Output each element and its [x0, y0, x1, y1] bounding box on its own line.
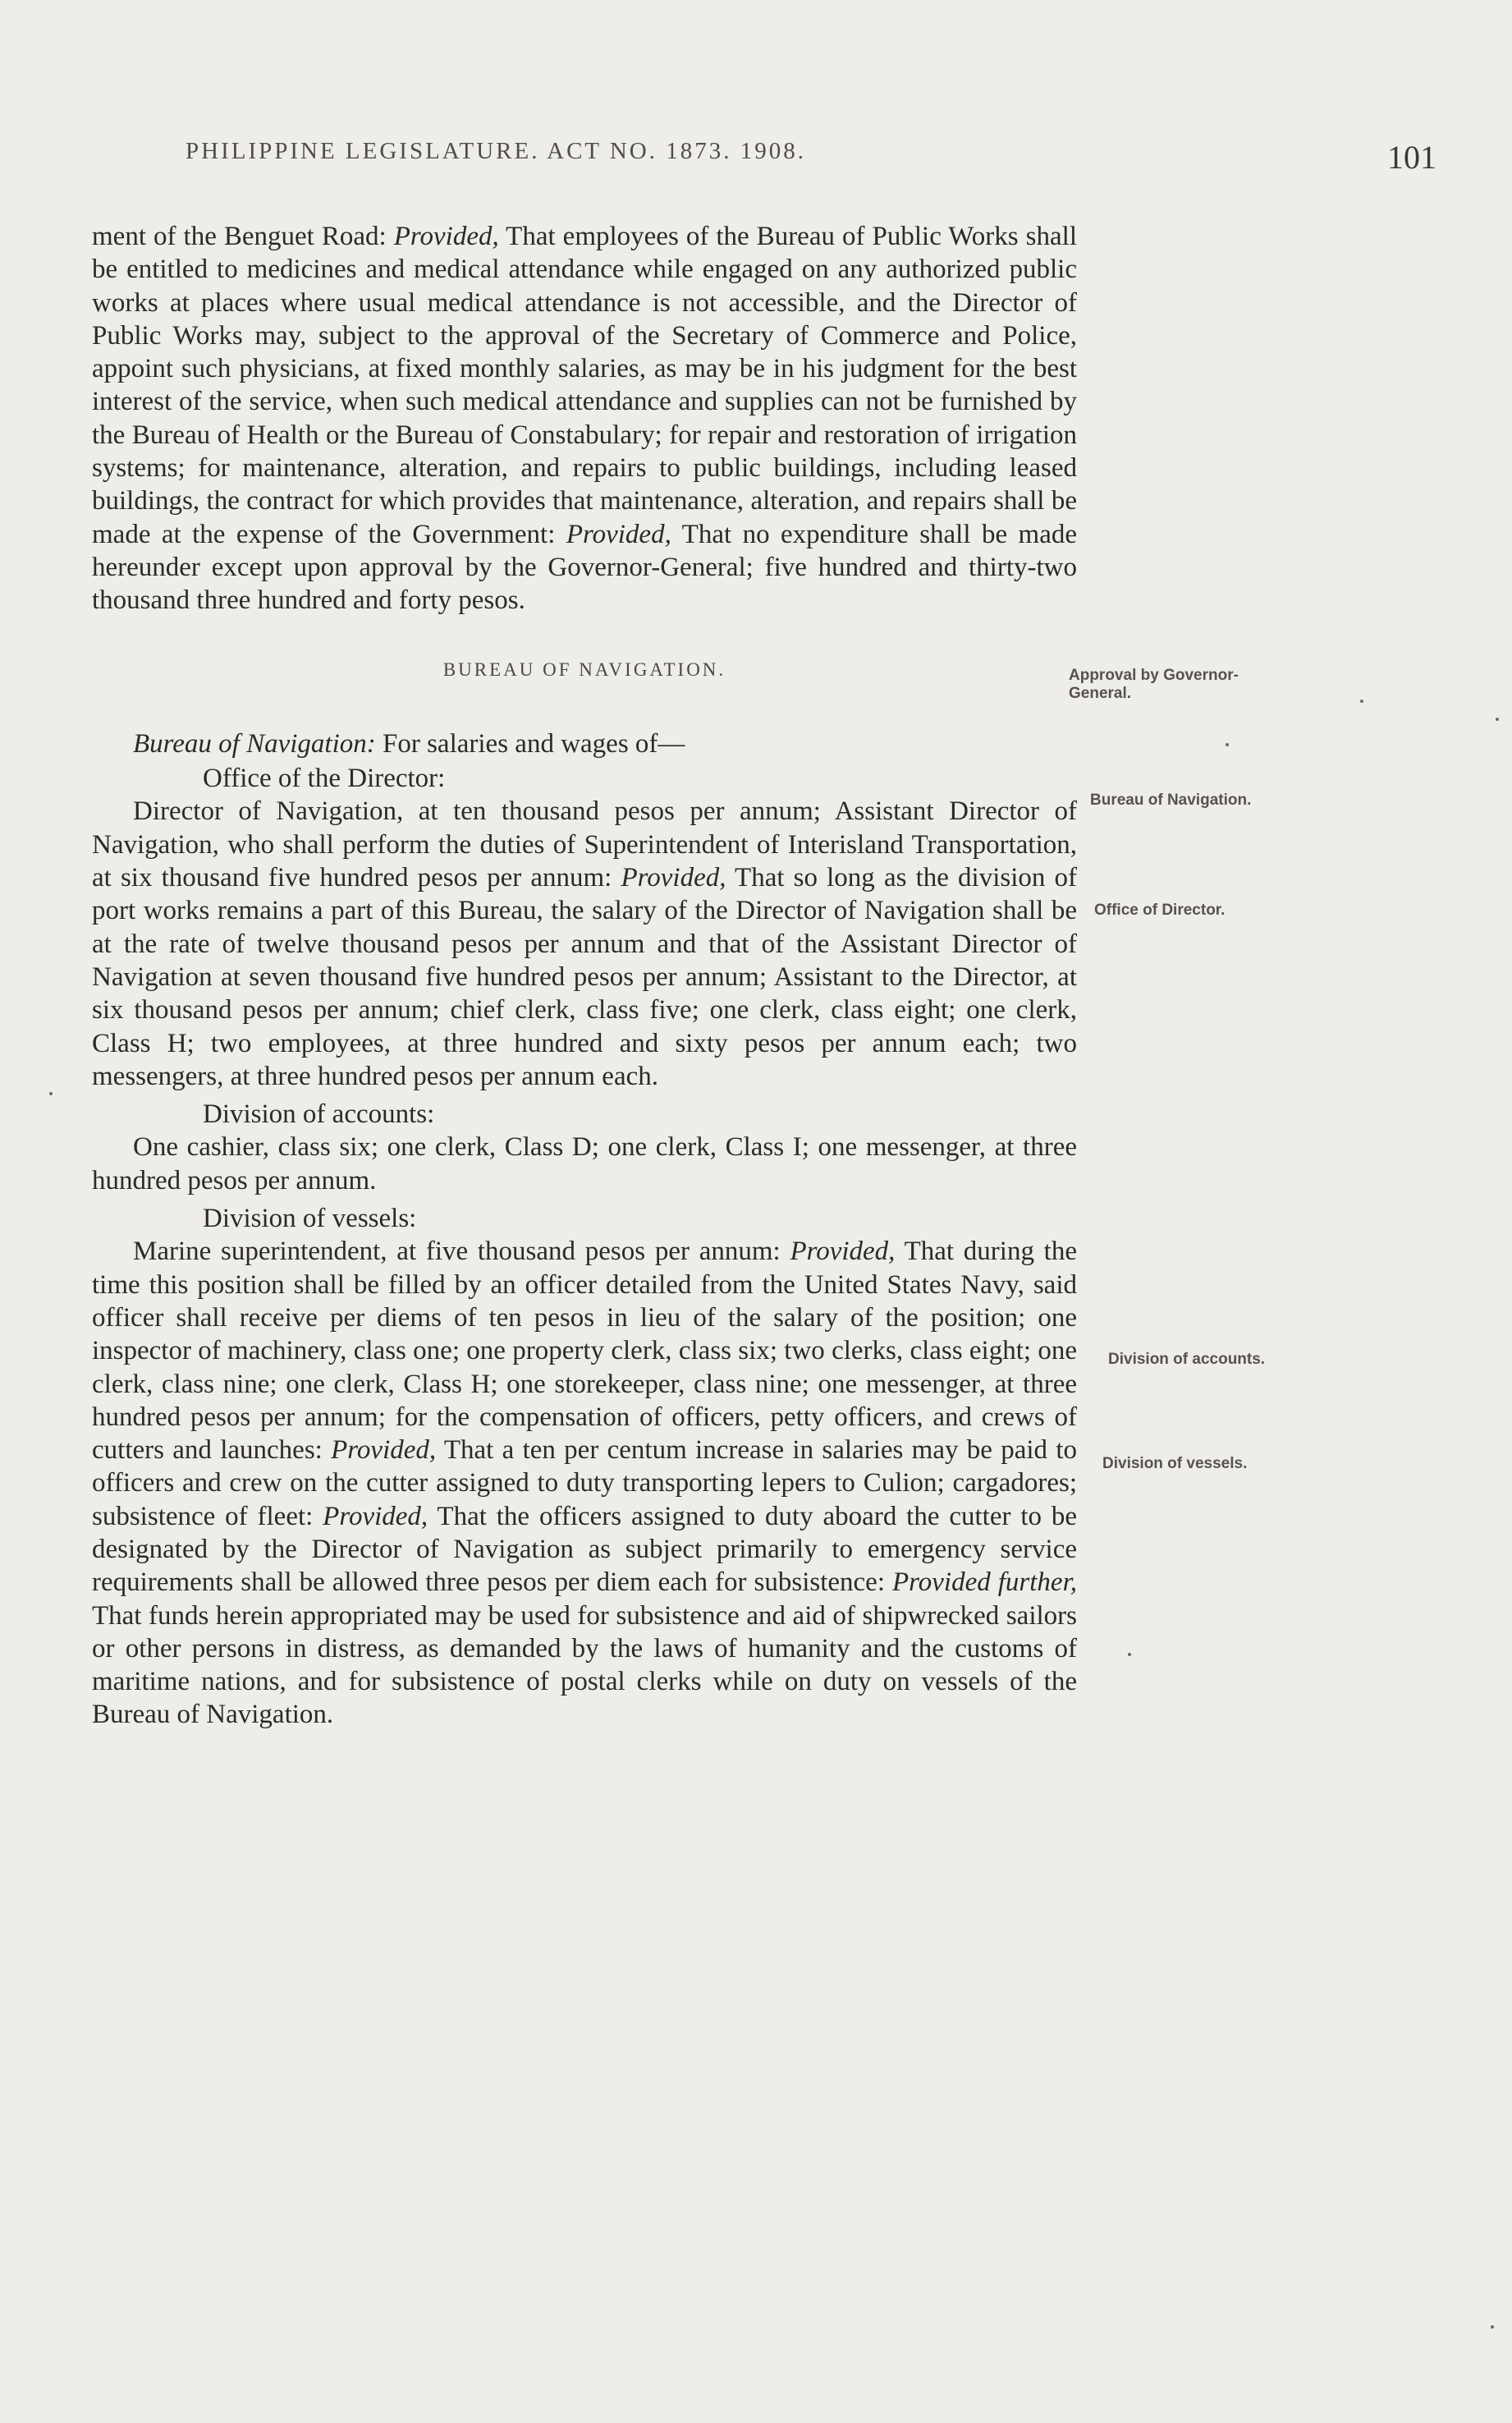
paragraph-accounts: One cashier, class six; one clerk, Class D; one clerk, Class I; one messenger, at three hundred pesos per annum. — [92, 1132, 1077, 1195]
paragraph-bureau-intro: Bureau of Navigation: For salaries and wages of— — [133, 728, 685, 759]
vessels-heading: Division of vessels: — [203, 1204, 417, 1234]
margin-note-accounts: Division of accounts. — [1108, 1351, 1266, 1368]
paragraph-public-works: ment of the Benguet Road: Provided, That employees of the Bureau of Public Works shall be entitled to medicines and medical attendance while engaged on any authorized public works at places where usual medical attendance is not accessible, and the Director of Public Works may, subject to the approval of the Secretary of Commerce and Police, appoint such physicians, at fixed monthly salaries, as may be in his judgment for the best interest of the service, when such medical attendance and supplies can not be furnished by the Bureau of Health or the Bureau of Constabulary; for repair and restoration of irrigation systems; for maintenance, alteration, and repairs to public buildings, including leased buildings, the contract for which provides that maintenance, alteration, and repairs shall be made at the expense of the Government: Provided, That no expenditure shall be made hereunder except upon approval by the Governor-General; five hundred and thirty-two thousand three hundred and forty pesos. — [92, 222, 1077, 616]
margin-note-vessels: Division of vessels. — [1102, 1455, 1248, 1472]
page-number: 101 — [1387, 139, 1436, 176]
scan-speck — [1128, 1653, 1131, 1656]
scan-speck — [1360, 700, 1363, 703]
section-heading: BUREAU OF NAVIGATION. — [442, 659, 726, 680]
accounts-heading: Division of accounts: — [203, 1099, 435, 1130]
body-text — [92, 220, 1077, 1732]
office-director-heading: Office of the Director: — [203, 764, 446, 794]
paragraph-office-director: Director of Navigation, at ten thousand pesos per annum; Assistant Director of Navigation, who shall perform the duties of Superintendent of Interisland Transportation, at six thousand five hundred pesos per annum: Provided, That so long as the division of port works remains a part of this Bureau, the salary of the Director of Navigation shall be at the rate of twelve thousand pesos per annum and that of the Assistant Director of Navigation at seven thousand five hundred pesos per annum; Assistant to the Director, at six thousand pesos per annum; chief clerk, class five; one clerk, class eight; one clerk, Class H; two employees, at three hundred and sixty pesos per annum each; two messengers, at three hundred pesos per annum each. — [92, 796, 1077, 1091]
margin-note-bureau: Bureau of Navigation. — [1090, 792, 1252, 809]
scan-speck — [49, 1092, 53, 1095]
scan-speck — [1226, 743, 1229, 746]
running-head: PHILIPPINE LEGISLATURE. ACT NO. 1873. 1908. — [186, 138, 806, 164]
scan-speck — [1491, 2325, 1494, 2329]
margin-note-office: Office of Director. — [1094, 902, 1226, 919]
paragraph-vessels: Marine superintendent, at five thousand pesos per annum: Provided, That during the time this position shall be filled by an officer detailed from the United States Navy, said officer shall receive per diems of ten pesos in lieu of the salary of the position; one inspector of machinery, class one; one property clerk, class six; two clerks, class eight; one clerk, class nine; one clerk, Class H; one storekeeper, class nine; one messenger, at three hundred pesos per annum; for the compensation of officers, petty officers, and crews of cutters and launches: Provided, That a ten per centum increase in salaries may be paid to officers and crew on the cutter assigned to duty transporting lepers to Culion; cargadores; subsistence of fleet: Provided, That the officers assigned to duty aboard the cutter to be designated by the Director of Navigation as subject primarily to emergency service requirements shall be allowed three pesos per diem each for subsistence: Provided further, That funds herein appropriated may be used for subsistence and aid of shipwrecked sailors or other persons in distress, as demanded by the laws of humanity and the customs of maritime nations, and for subsistence of postal clerks while on duty on vessels of the Bureau of Navigation. — [92, 1237, 1078, 1730]
margin-note-approval: Approval by Governor-General. — [1069, 667, 1239, 702]
scan-speck — [1496, 718, 1499, 721]
